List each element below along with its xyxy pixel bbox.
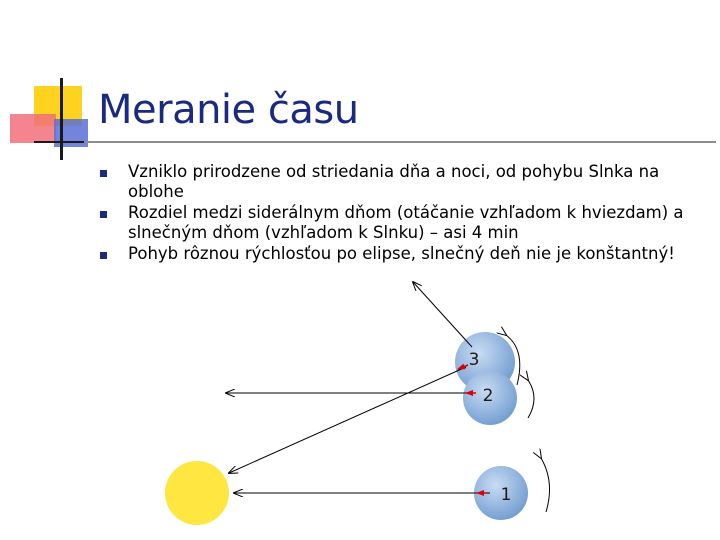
earth-label-3: 3 — [468, 350, 480, 370]
bullet-text: Rozdiel medzi siderálnym dňom (otáčanie vzhľadom k hviezdam) a slnečným dňom (vzhľadom k Slnku) – asi 4 min — [128, 203, 684, 242]
slide-title: Meranie času — [98, 87, 359, 133]
arrow-earth3-to-sun — [229, 367, 466, 473]
earth-label-2: 2 — [482, 386, 494, 406]
earth-label-1: 1 — [500, 485, 512, 505]
rotation-arc-2 — [528, 380, 534, 418]
rotation-arc-1 — [541, 458, 550, 512]
arrow-direction-up — [413, 282, 472, 347]
bullet-text: Pohyb rôznou rýchlosťou po elipse, slnečný deň nie je konštantný! — [128, 244, 675, 263]
sun — [165, 461, 229, 525]
bullet-text: Vzniklo prirodzene od striedania dňa a noci, od pohybu Slnka na oblohe — [128, 162, 660, 201]
